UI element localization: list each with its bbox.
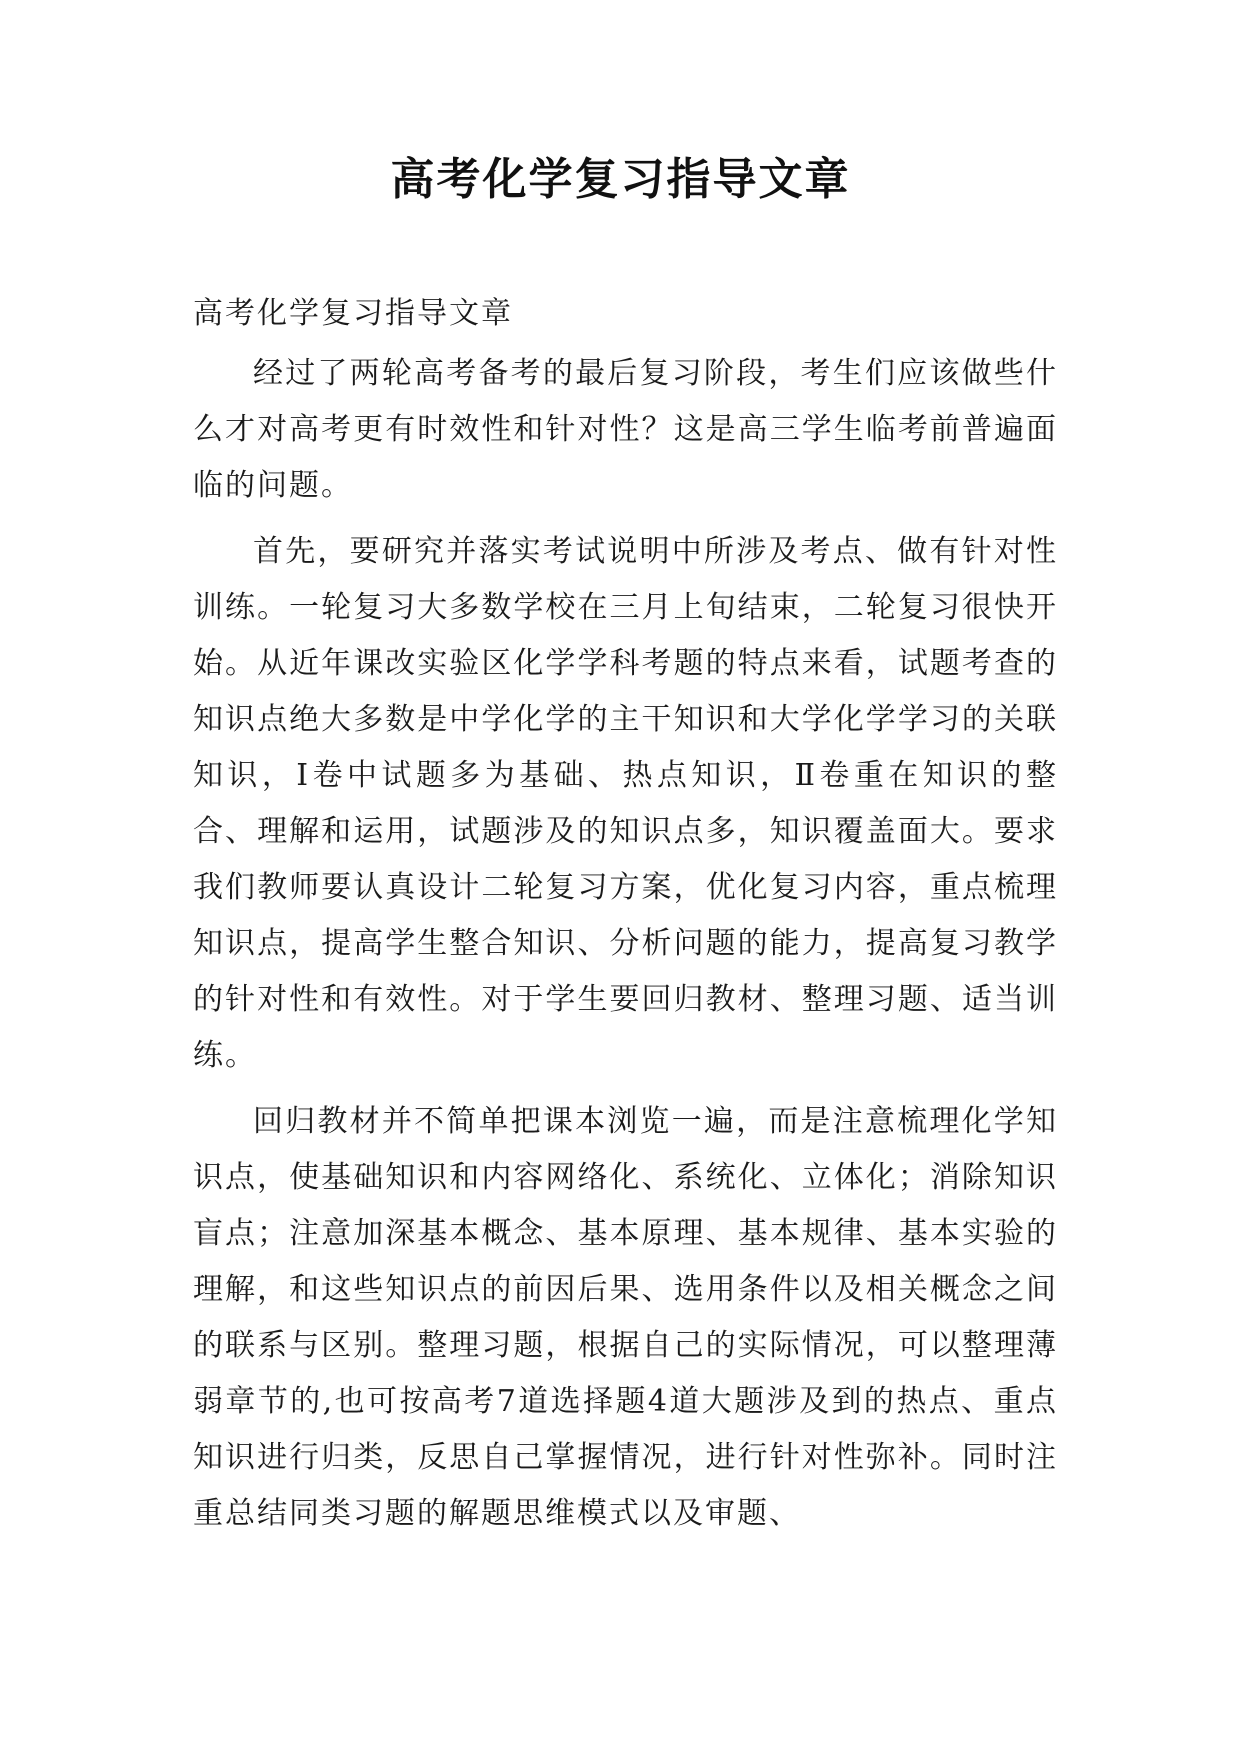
article-subtitle: 高考化学复习指导文章	[193, 296, 513, 331]
paragraph-3: 回归教材并不简单把课本浏览一遍，而是注意梳理化学知识点，使基础知识和内容网络化、系统化、立体化；消除知识盲点；注意加深基本概念、基本原理、基本规律、基本实验的理解，和这些知识点的前因后果、选用条件以及相关概念之间的联系与区别。整理习题，根据自己的实际情况，可以整理薄弱章节的,也可按高考7道选择题4道大题涉及到的热点、重点知识进行归类，反思自己掌握情况，进行针对性弥补。同时注重总结同类习题的解题思维模式以及审题、	[193, 1104, 1058, 1531]
paragraph-1: 经过了两轮高考备考的最后复习阶段，考生们应该做些什么才对高考更有时效性和针对性？这是高三学生临考前普遍面临的问题。	[193, 356, 1058, 503]
document-title: 高考化学复习指导文章	[390, 154, 851, 205]
paragraph-2: 首先，要研究并落实考试说明中所涉及考点、做有针对性训练。一轮复习大多数学校在三月上旬结束，二轮复习很快开始。从近年课改实验区化学学科考题的特点来看，试题考查的知识点绝大多数是中学化学的主干知识和大学化学学习的关联知识，Ⅰ卷中试题多为基础、热点知识，Ⅱ卷重在知识的整合、理解和运用，试题涉及的知识点多，知识覆盖面大。要求我们教师要认真设计二轮复习方案，优化复习内容，重点梳理知识点，提高学生整合知识、分析问题的能力，提高复习教学的针对性和有效性。对于学生要回归教材、整理习题、适当训练。	[193, 534, 1058, 1073]
article-body	[193, 286, 1058, 1552]
